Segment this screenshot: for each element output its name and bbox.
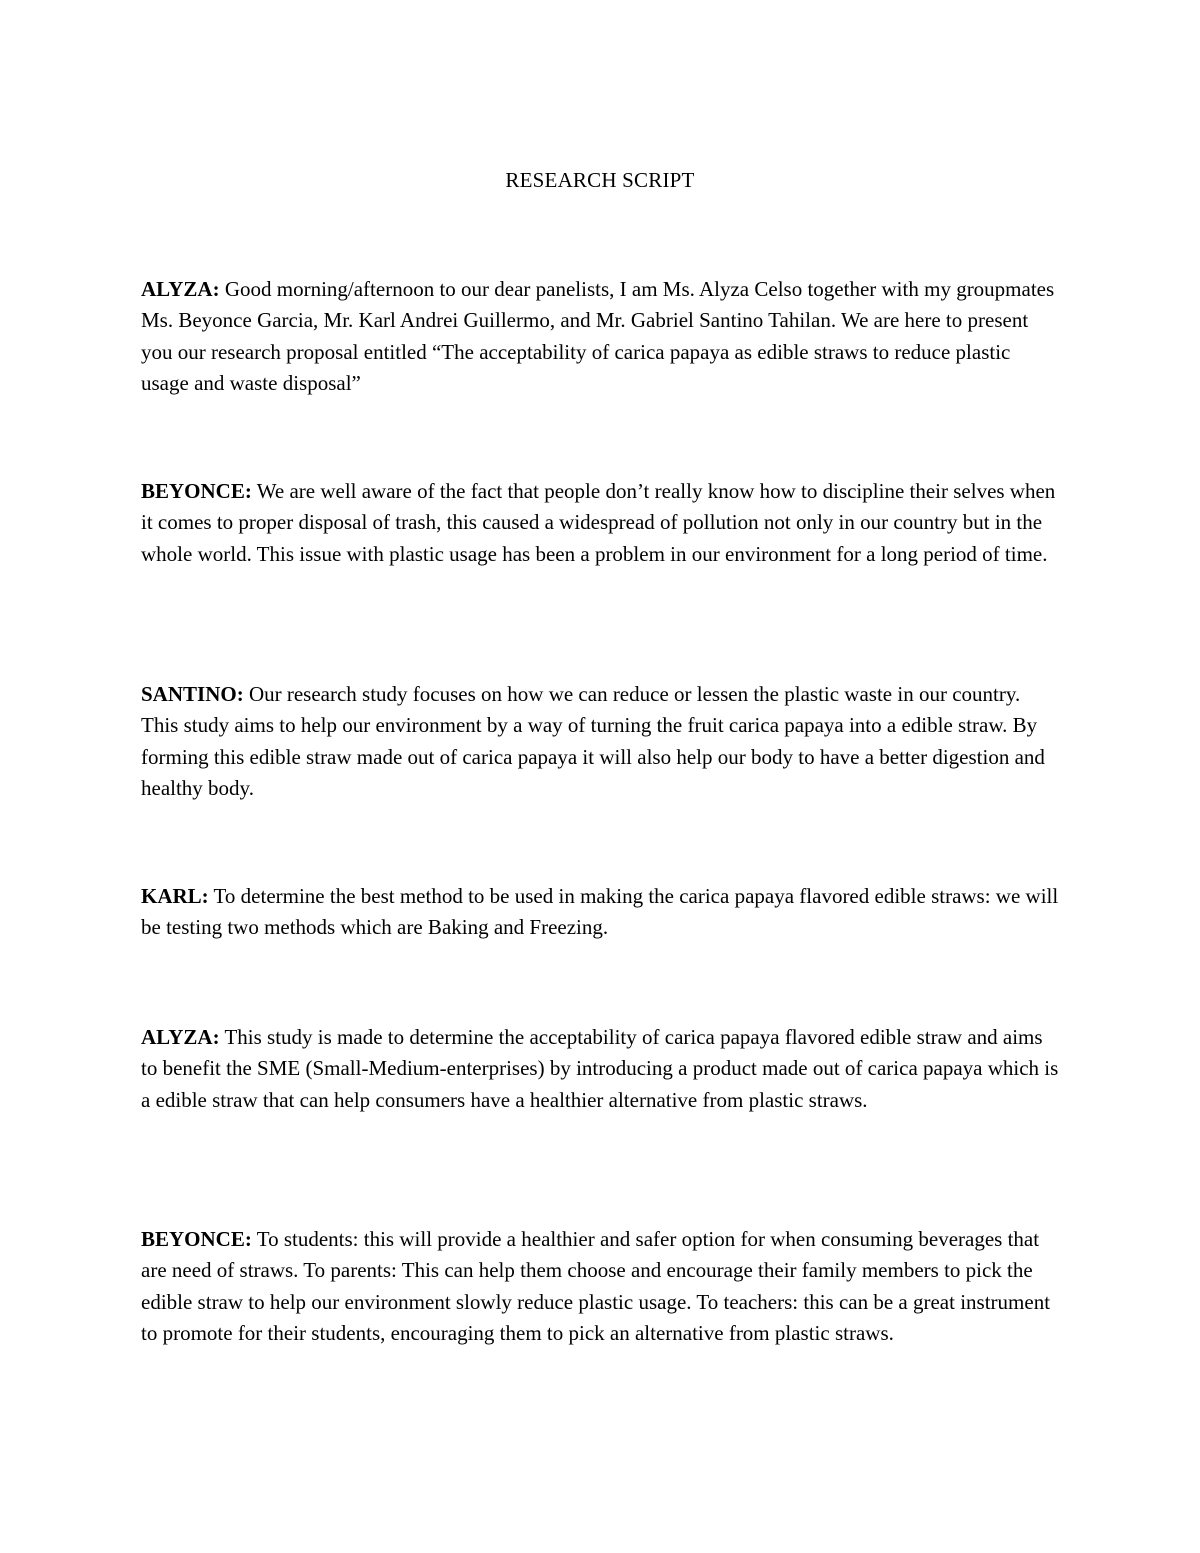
paragraph-text: We are well aware of the fact that people don’t really know how to discipline their selves when it comes to proper disposal of trash, this caused a widespread of pollution not only in our country but in the whole world. This issue with plastic usage has been a problem in our environment for a long period of time.: [141, 479, 1056, 566]
paragraph-text: Our research study focuses on how we can reduce or lessen the plastic waste in our country. This study aims to help our environment by a way of turning the fruit carica papaya into a edible straw. By forming this edible straw made out of carica papaya it will also help our body to have a better digestion and healthy body.: [141, 682, 1045, 801]
script-paragraph: [141, 274, 1061, 400]
speaker-name: BEYONCE:: [141, 479, 252, 503]
speaker-name: ALYZA:: [141, 277, 220, 301]
paragraph-text: Good morning/afternoon to our dear panelists, I am Ms. Alyza Celso together with my groupmates Ms. Beyonce Garcia, Mr. Karl Andrei Guillermo, and Mr. Gabriel Santino Tahilan. We are here to present you our research proposal entitled “The acceptability of carica papaya as edible straws to reduce plastic usage and waste disposal”: [141, 277, 1055, 396]
script-paragraph: [141, 881, 1061, 944]
document-title: RESEARCH SCRIPT: [505, 168, 695, 192]
paragraph-text: To students: this will provide a healthier and safer option for when consuming beverages that are need of straws. To parents: This can help them choose and encourage their family members to pick the edible straw to help our environment slowly reduce plastic usage. To teachers: this can be a great instrument to promote for their students, encouraging them to pick an alternative from plastic straws.: [141, 1227, 1051, 1346]
speaker-name: BEYONCE:: [141, 1227, 252, 1251]
script-paragraph: [141, 1224, 1061, 1350]
speaker-name: ALYZA:: [141, 1025, 220, 1049]
paragraph-text: This study is made to determine the acceptability of carica papaya flavored edible straw and aims to benefit the SME (Small-Medium-enterprises) by introducing a product made out of carica papaya which is a edible straw that can help consumers have a healthier alternative from plastic straws.: [141, 1025, 1059, 1112]
script-paragraph: [141, 476, 1061, 570]
script-paragraph: [141, 1022, 1061, 1116]
script-paragraph: [141, 679, 1061, 805]
speaker-name: SANTINO:: [141, 682, 244, 706]
paragraph-text: To determine the best method to be used in making the carica papaya flavored edible straws: we will be testing two methods which are Baking and Freezing.: [141, 884, 1059, 940]
speaker-name: KARL:: [141, 884, 209, 908]
